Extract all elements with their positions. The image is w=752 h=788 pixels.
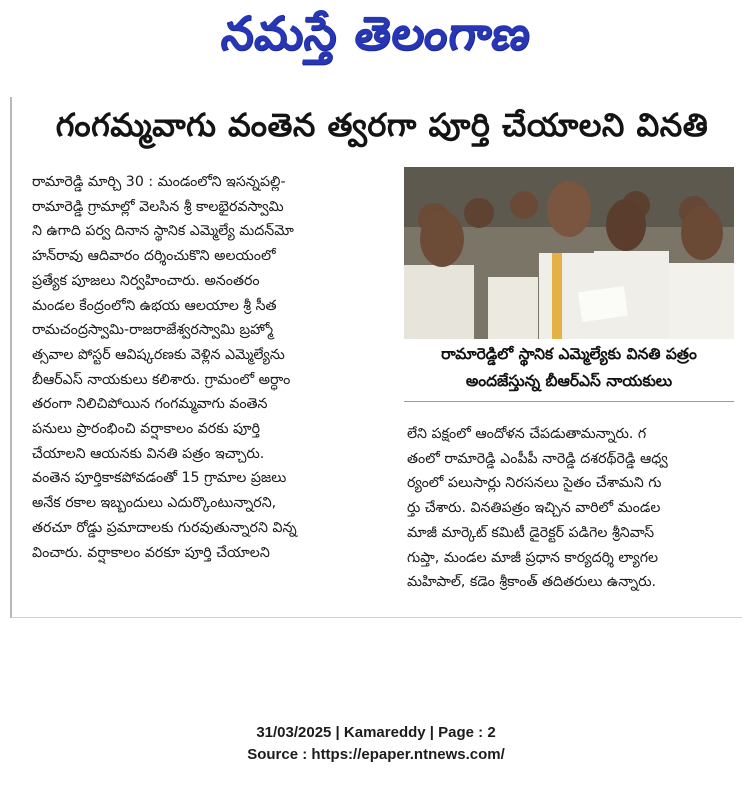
newspaper-logo: నమస్తే తెలంగాణ (218, 6, 536, 60)
body-line: మాజీ మార్కెట్ కమిటీ డైరెక్టర్ పడిగెల శ్రీనివాస్ (407, 524, 655, 541)
body-line: చేయాలని ఆయనకు వినతి పత్రం ఇచ్చారు. (32, 445, 265, 462)
body-line: అనేక రకాల ఇబ్బందులు ఎదుర్కొంటున్నారని, (32, 495, 277, 512)
caption-divider (404, 401, 734, 402)
people-photo-illustration (404, 167, 734, 339)
body-line: వంతెన పూర్తికాకపోవడంతో 15 గ్రామాల ప్రజలు (32, 470, 287, 487)
edition-info: 31/03/2025 | Kamareddy | Page : 2 (256, 724, 496, 741)
body-line: రామారెడ్డి గ్రామాల్లో వెలసిన శ్రీ కాలభైరవస్వామి (32, 198, 284, 215)
body-line: రామచంద్రస్వామి-రాజరాజేశ్వరస్వామి బ్రహ్మో (32, 322, 273, 339)
news-article (10, 97, 742, 618)
body-line: ర్యంలో పలుసార్లు నిరసనలు సైతం చేశామని గు (407, 475, 662, 492)
body-line: హన్‌రావు ఆదివారం దర్శించుకొని అలయంలో (32, 248, 276, 265)
masthead (0, 0, 752, 88)
caption-line: రామారెడ్డిలో స్థానిక ఎమ్మెల్యేకు వినతి పత్రం (441, 345, 697, 363)
body-line: లేని పక్షంలో ఆందోళన చేపడుతామన్నారు. గ (407, 426, 647, 442)
article-body-right-column (407, 422, 727, 595)
photo-caption (404, 341, 734, 399)
source-link[interactable]: Source : https://epaper.ntnews.com/ (247, 746, 505, 763)
body-line: మండల కేంద్రంలోని ఉభయ ఆలయాల శ్రీ సీత (32, 297, 277, 314)
article-headline: గంగమ్మవాగు వంతెన త్వరగా పూర్తి చేయాలని వినతి (55, 106, 709, 144)
body-line: ర్తు చేశారు. వినతిపత్రం ఇచ్చిన వారిలో మండల (407, 500, 661, 517)
body-line: గుప్తా, మండల మాజీ ప్రధాన కార్యదర్శి ల్యాగల (407, 549, 659, 566)
caption-line: అందజేస్తున్న బీఆర్ఎస్ నాయకులు (465, 372, 673, 390)
body-line: ప్రత్యేక పూజలు నిర్వహించారు. అనంతరం (32, 272, 260, 289)
body-line: మహిపాల్, కడెం శ్రీకాంత్ తదితరులు ఉన్నారు. (407, 574, 656, 591)
article-body-left-column (32, 170, 397, 565)
news-photo (404, 167, 734, 339)
page-footer (0, 722, 752, 766)
body-line: తంలో రామారెడ్డి ఎంపీపీ నారెడ్డి దశరథ్‌రెడ్డి ఆధ్వ (407, 450, 668, 467)
body-line: వించారు. వర్షాకాలం వరకూ పూర్తి చేయాలని (32, 544, 270, 561)
body-line: రామారెడ్డి మార్చి 30 : మండంలోని ఇసన్నపల్లి- (32, 174, 286, 190)
body-line: బీఆర్ఎస్ నాయకులు కలిశారు. గ్రామంలో అర్ధాం (32, 371, 291, 388)
body-line: తరచూ రోడ్డు ప్రమాదాలకు గురవుతున్నారని విన్న (32, 519, 297, 536)
body-line: పనులు ప్రారంభించి వర్షాకాలం వరకు పూర్తి (32, 421, 261, 438)
body-line: ని ఉగాది పర్వ దినాన స్థానిక ఎమ్మెల్యే మదన్‌మో (32, 223, 294, 240)
body-line: తరంగా నిలిచిపోయిన గంగమ్మవాగు వంతెన (32, 396, 268, 413)
body-line: త్సవాల పోస్టర్ ఆవిష్కరణకు వెళ్లిన ఎమ్మెల్యేను (32, 346, 285, 363)
